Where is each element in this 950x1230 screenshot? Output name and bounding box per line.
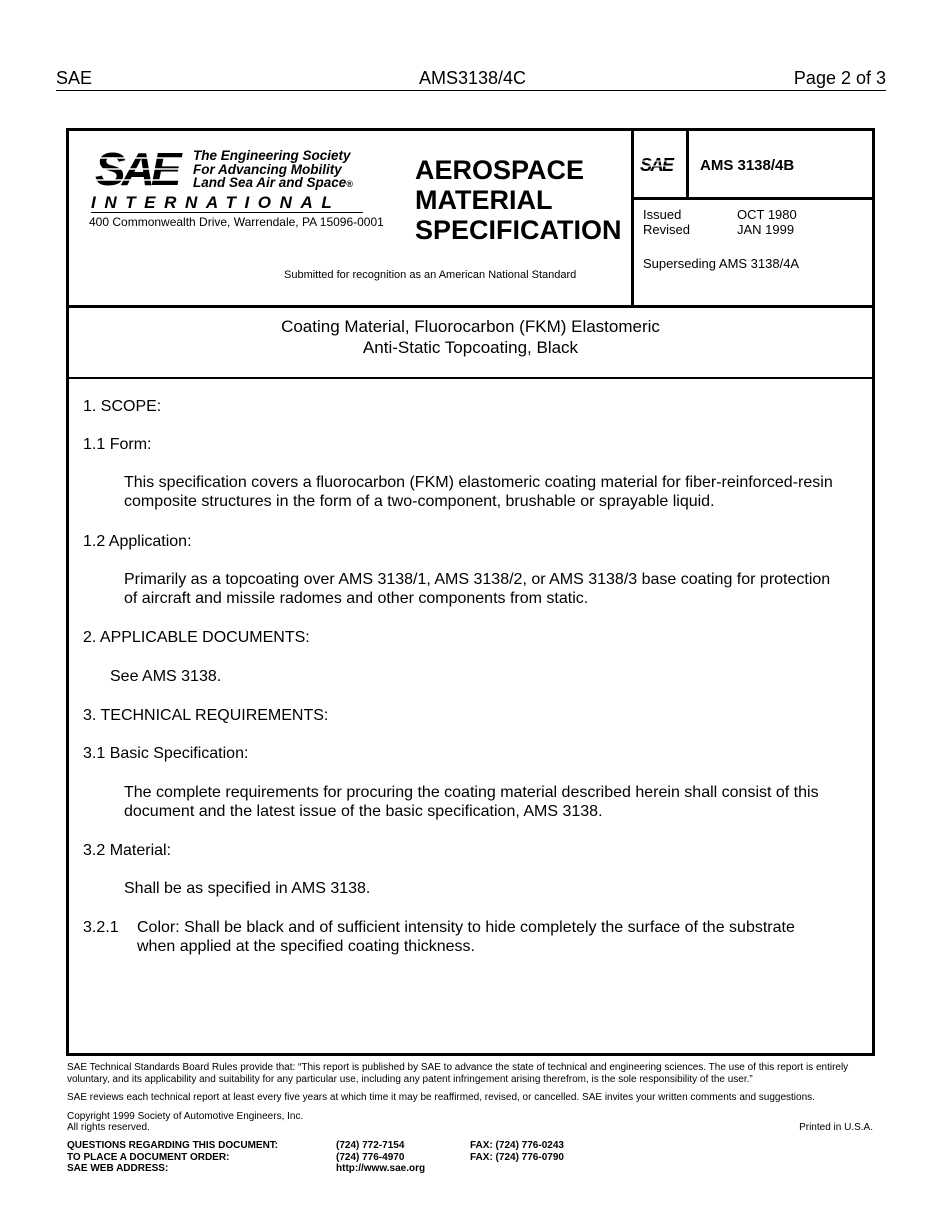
small-logo-cell [634, 131, 689, 200]
printed-in: Printed in U.S.A. [799, 1122, 873, 1133]
society-tagline [193, 149, 353, 192]
section-heading: 3. TECHNICAL REQUIREMENTS: [83, 707, 329, 724]
title-line-1: Coating Material, Fluorocarbon (FKM) Elastomeric [281, 317, 660, 336]
subsection-heading: 1.1 Form: [83, 436, 152, 453]
subsection-heading: 1.2 Application: [83, 533, 192, 550]
society-address: 400 Commonwealth Drive, Warrendale, PA 15096-0001 [89, 215, 384, 229]
contact-phone: (724) 772-7154 [336, 1140, 405, 1151]
contact-label: QUESTIONS REGARDING THIS DOCUMENT: [67, 1140, 279, 1151]
subsection-number: 3.2.1 [83, 919, 119, 936]
contact-phone: (724) 776-4970 [336, 1151, 405, 1163]
section-heading: 2. APPLICABLE DOCUMENTS: [83, 629, 310, 646]
running-header [56, 68, 886, 91]
title-line-2: Anti-Static Topcoating, Black [362, 338, 579, 357]
doc-type-line-2: MATERIAL [415, 185, 553, 215]
standards-board-rules: SAE Technical Standards Board Rules provide that: “This report is published by SAE to advance the state of technical and engineering sciences. The use of this report is entirely voluntary, and its applicability and suitability for any particular use, including any patent infringement arising therefrom, is the sole responsibility of the user.” [67, 1062, 849, 1085]
sae-small-logo-icon [640, 155, 680, 173]
doc-type-line-1: AEROSPACE [415, 155, 585, 185]
specification-frame [66, 128, 875, 1056]
paragraph: Primarily as a topcoating over AMS 3138/1, AMS 3138/2, or AMS 3138/3 base coating for protection of aircraft and missile radomes and other components from static. [124, 571, 831, 607]
document-type [415, 155, 622, 245]
contact-row [67, 1163, 627, 1175]
issued-date: OCT 1980 [737, 207, 797, 222]
sae-web-link[interactable]: http://www.sae.org [336, 1163, 426, 1174]
header-right-panel [634, 131, 872, 308]
header-left-panel [69, 131, 634, 308]
society-line-3: Land Sea Air and Space® [193, 175, 353, 190]
svg-text:SAE: SAE [95, 145, 178, 191]
spec-number: AMS 3138/4B [700, 157, 795, 174]
spec-number-cell [689, 131, 872, 200]
svg-text:SAE: SAE [640, 155, 673, 173]
doc-type-line-3: SPECIFICATION [415, 215, 622, 245]
document-number: AMS3138/4C [419, 68, 527, 88]
contact-fax: FAX: (724) 776-0790 [470, 1151, 564, 1163]
paragraph: Color: Shall be black and of sufficient intensity to hide completely the surface of the substrate when applied at the specified coating thickness. [137, 919, 795, 955]
paragraph: This specification covers a fluorocarbon (FKM) elastomeric coating material for fiber-reinforced-resin composite structures in the form of a two-component, brushable or sprayable liquid. [124, 474, 833, 510]
society-line-1: The Engineering Society [193, 148, 351, 163]
page-number: Page 2 of 3 [793, 68, 886, 88]
running-header-left: SAE [56, 68, 93, 88]
issued-label: Issued [643, 207, 682, 222]
rights-reserved: All rights reserved. [67, 1122, 150, 1133]
subsection-heading: 3.1 Basic Specification: [83, 745, 249, 762]
paragraph: The complete requirements for procuring the coating material described herein shall consist of this document and the latest issue of the basic specification, AMS 3138. [124, 784, 819, 820]
paragraph: Shall be as specified in AMS 3138. [124, 880, 371, 897]
issue-dates [643, 207, 863, 237]
section-heading: 1. SCOPE: [83, 398, 162, 415]
contact-row [67, 1140, 627, 1152]
subsection-heading: 3.2 Material: [83, 842, 172, 859]
ansi-submission-note: Submitted for recognition as an American National Standard [284, 269, 577, 281]
contact-fax: FAX: (724) 776-0243 [470, 1140, 564, 1151]
revised-label: Revised [643, 222, 690, 237]
superseding-note: Superseding AMS 3138/4A [643, 256, 800, 271]
contact-row [67, 1152, 627, 1164]
contact-label: SAE WEB ADDRESS: [67, 1163, 169, 1174]
review-policy: SAE reviews each technical report at least every five years at which time it may be reaffirmed, revised, or cancelled. SAE invites your written comments and suggestions. [67, 1092, 815, 1103]
sae-logo-icon [95, 145, 191, 191]
revised-date: JAN 1999 [737, 222, 795, 237]
society-line-2: For Advancing Mobility [193, 161, 342, 177]
registered-mark: ® [346, 179, 353, 189]
contact-label: TO PLACE A DOCUMENT ORDER: [67, 1151, 230, 1163]
paragraph: See AMS 3138. [110, 668, 222, 685]
specification-title [69, 308, 872, 379]
copyright: Copyright 1999 Society of Automotive Engineers, Inc. [67, 1111, 304, 1122]
contact-table [67, 1140, 627, 1175]
international-wordmark: INTERNATIONAL [91, 193, 363, 213]
